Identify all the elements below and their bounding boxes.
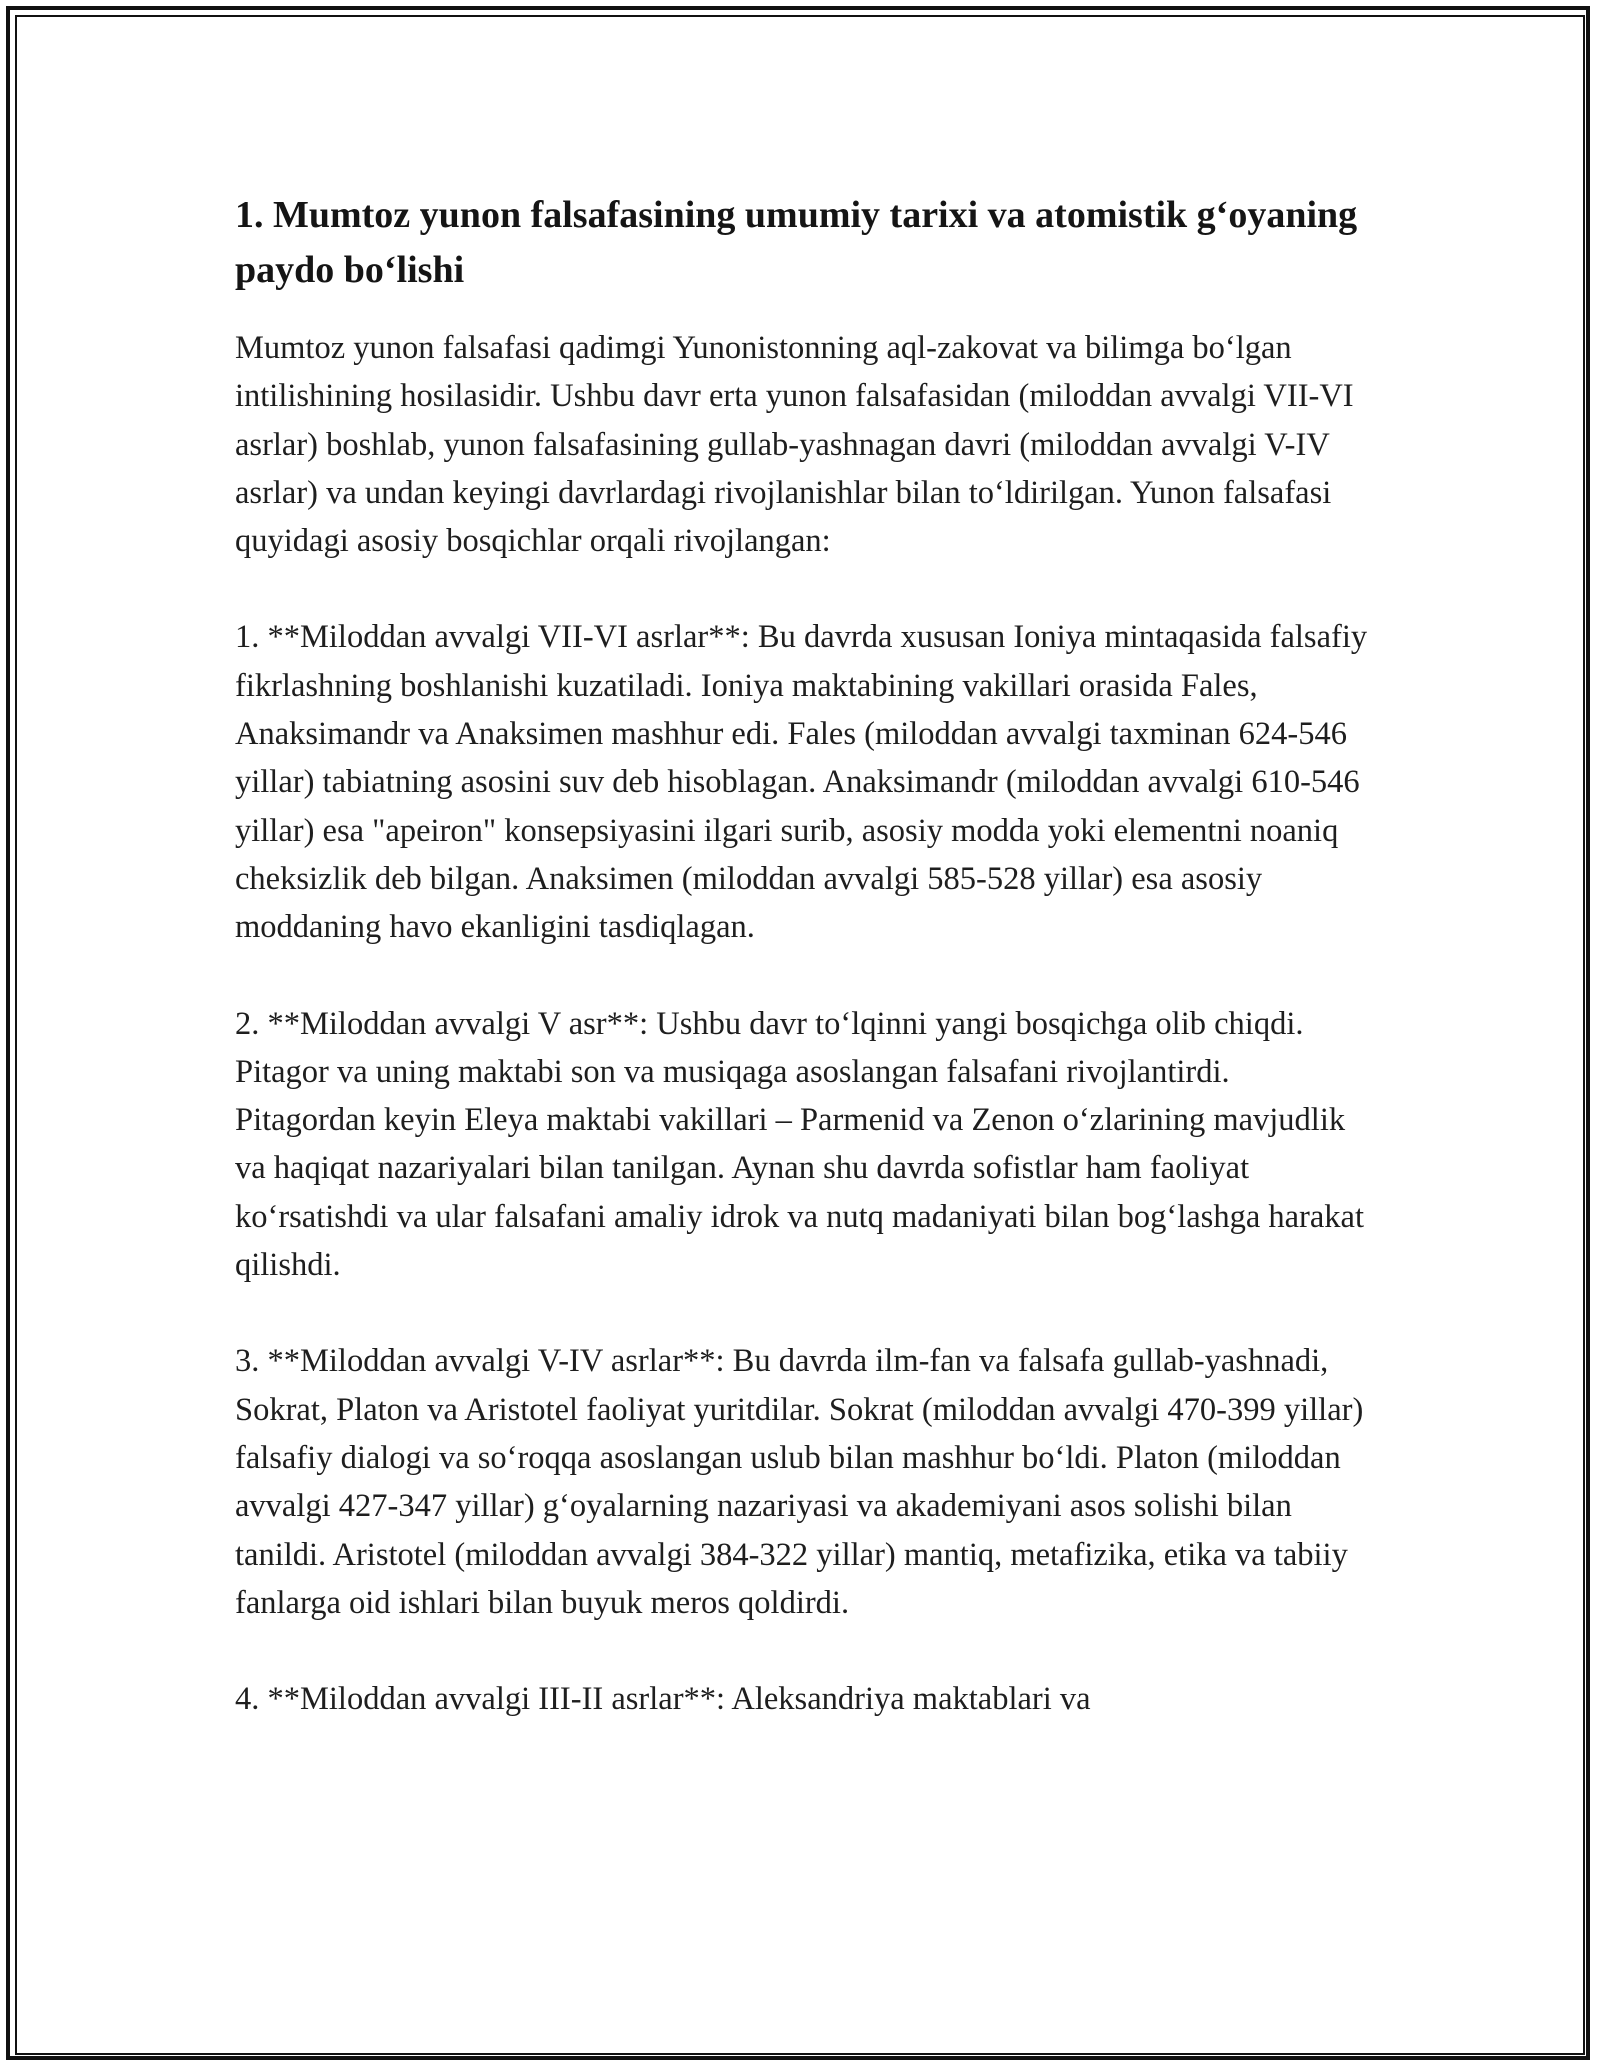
list-item-period-3: 3. **Miloddan avvalgi V-IV asrlar**: Bu davrda ilm-fan va falsafa gullab-yashnadi, Sokrat, Platon va Aristotel faoliyat yuritdilar. Sokrat (miloddan avvalgi 470-399 yillar) falsafiy dialogi va so‘roqqa asoslangan uslub bilan mashhur bo‘ldi. Platon (miloddan avvalgi 427-347 yillar) g‘oyalarning nazariyasi va akademiyani asos solishi bilan tanildi. Aristotel (miloddan avvalgi 384-322 yillar) mantiq, metafizika, etika va tabiiy fanlarga oid ishlari bilan buyuk meros qoldirdi. xyxy=(235,1343,1364,1621)
document-body xyxy=(235,188,1375,1771)
section-heading: 1. Mumtoz yunon falsafasining umumiy tarixi va atomistik g‘oyaning paydo bo‘lishi xyxy=(235,194,1358,291)
list-item-period-4: 4. **Miloddan avvalgi III-II asrlar**: Aleksandriya maktablari va xyxy=(235,1681,1091,1718)
list-item-period-2: 2. **Miloddan avvalgi V asr**: Ushbu davr to‘lqinni yangi bosqichga olib chiqdi. Pitagor va uning maktabi son va musiqaga asoslangan falsafani rivojlantirdi. Pitagordan keyin Eleya maktabi vakillari – Parmenid va Zenon o‘zlarining mavjudlik va haqiqat nazariyalari bilan tanilgan. Aynan shu davrda sofistlar ham faoliyat ko‘rsatishdi va ular falsafani amaliy idrok va nutq madaniyati bilan bog‘lashga harakat qilishdi. xyxy=(235,1005,1365,1284)
intro-paragraph: Mumtoz yunon falsafasi qadimgi Yunonistonning aql-zakovat va bilimga bo‘lgan intilishining hosilasidir. Ushbu davr erta yunon falsafasidan (miloddan avvalgi VII-VI asrlar) boshlab, yunon falsafasining gullab-yashnagan davri (miloddan avvalgi V-IV asrlar) va undan keyingi davrlardagi rivojlanishlar bilan to‘ldirilgan. Yunon falsafasi quyidagi asosiy bosqichlar orqali rivojlangan: xyxy=(235,330,1354,560)
list-item-period-1: 1. **Miloddan avvalgi VII-VI asrlar**: Bu davrda xususan Ioniya mintaqasida falsafiy fikrlashning boshlanishi kuzatiladi. Ioniya maktabining vakillari orasida Fales, Anaksimandr va Anaksimen mashhur edi. Fales (miloddan avvalgi taxminan 624-546 yillar) tabiatning asosini suv deb hisoblagan. Anaksimandr (miloddan avvalgi 610-546 yillar) esa "apeiron" konsepsiyasini ilgari surib, asosiy modda yoki elementni noaniq cheksizlik deb bilgan. Anaksimen (miloddan avvalgi 585-528 yillar) esa asosiy moddaning havo ekanligini tasdiqlagan. xyxy=(235,619,1368,946)
